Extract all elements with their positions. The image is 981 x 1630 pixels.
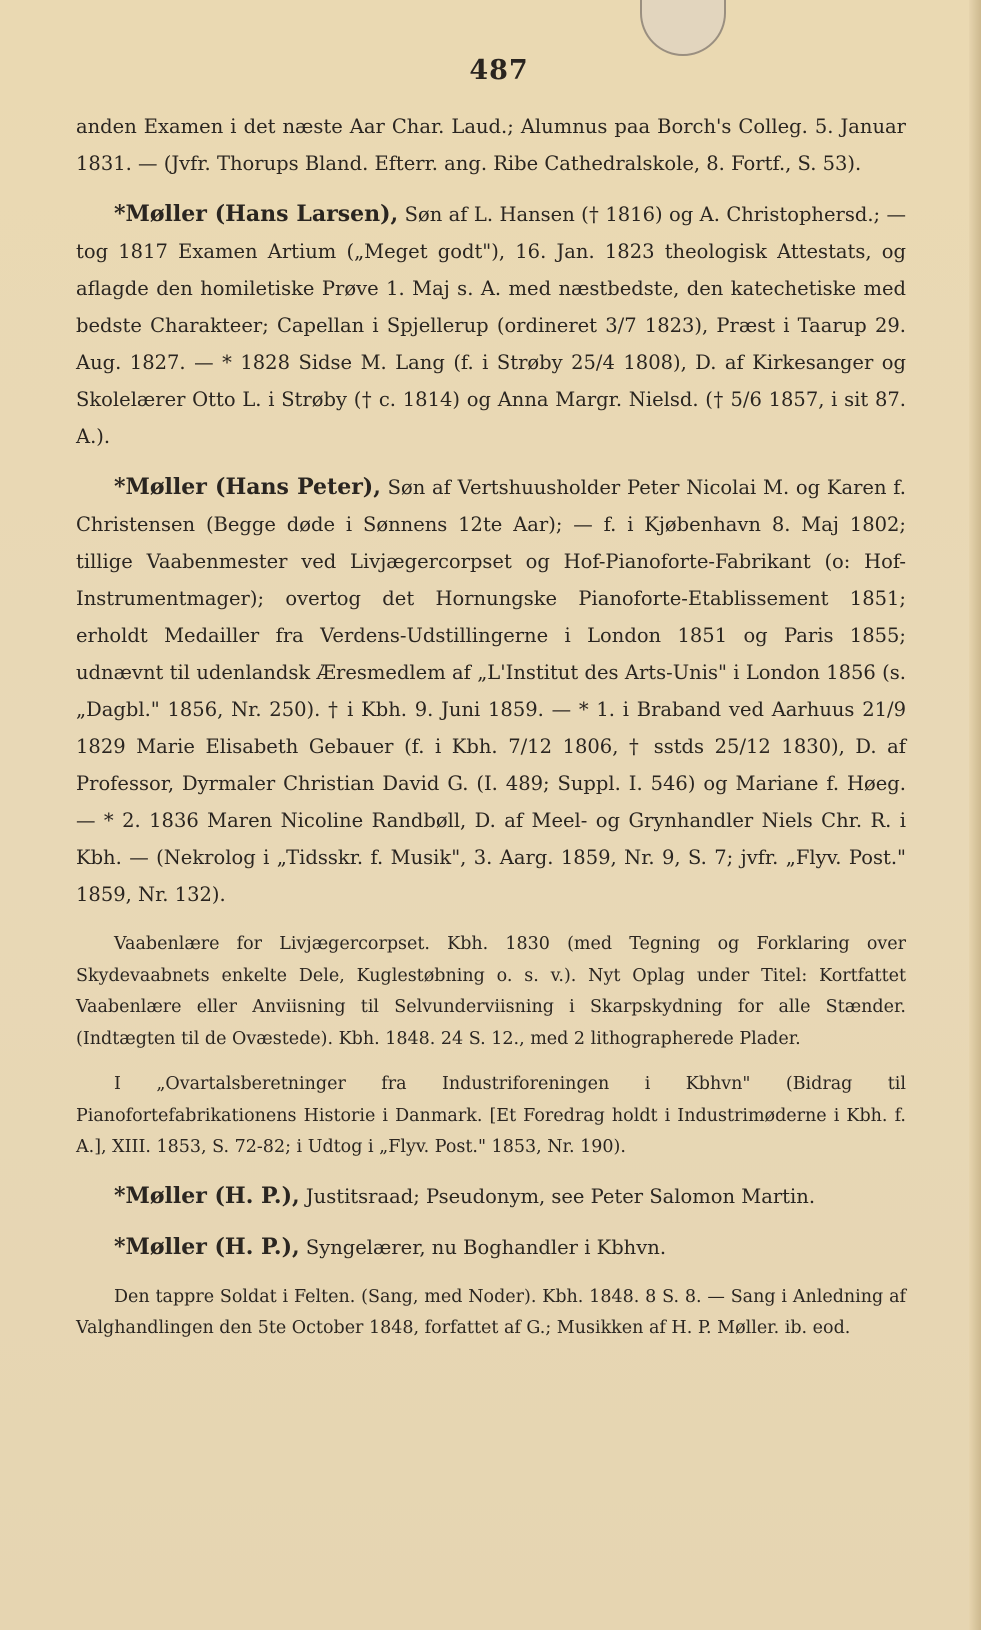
page-number: 487 [469,55,529,86]
entry-headword: *Møller (Hans Larsen), [114,201,399,227]
bibliography-tappre-soldat [76,1282,906,1345]
entry-hans-peter [76,469,906,913]
entry-hans-larsen [76,196,906,455]
page-edge [969,0,981,1630]
entry-hp-justitsraad [76,1178,906,1215]
page-text [76,55,906,1345]
entry-text: Syngelærer, nu Boghandler i Kbhvn. [305,1235,667,1259]
continuation-paragraph [76,108,906,182]
entry-headword: *Møller (H. P.), [114,1182,300,1209]
bibliography-text: Den tappre Soldat i Felten. (Sang, med Noder). Kbh. 1848. 8 S. 8. — Sang i Anledning af Valghandlingen den 5te October 1848, forfattet af G.; Musikken af H. P. Møller. ib. eod. [76,1286,906,1338]
bibliography-kvartalsberetninger [76,1069,906,1164]
bibliography-vaabenlaere [76,929,906,1055]
entry-hp-syngelaerer [76,1229,906,1266]
entry-headword: *Møller (Hans Peter), [114,474,381,500]
entry-text: Justitsraad; Pseudonym, see Peter Salomon Martin. [305,1184,816,1208]
bibliography-text: I „Ovartalsberetninger fra Industriforeningen i Kbhvn" (Bidrag til Pianofortefabrikationens Historie i Danmark. [Et Foredrag holdt i Industrimøderne i Kbh. f. A.], XIII. 1853, S. 72-82; i Udtog i „Flyv. Post." 1853, Nr. 190). [76,1074,906,1157]
entry-headword: *Møller (H. P.), [114,1233,300,1260]
entry-text: Søn af Vertshuusholder Peter Nicolai M. og Karen f. Christensen (Begge døde i Sønnens 12te Aar); — f. i Kjøbenhavn 8. Maj 1802; tillige Vaabenmester ved Livjægercorpset og Hof-Pianoforte-Fabrikant (o: Hof-Instrumentmager); overtog det Hornungske Pianoforte-Etablissement 1851; erholdt Medailler fra Verdens-Udstillingerne i London 1851 og Paris 1855; udnævnt til udenlandsk Æresmedlem af „L'Institut des Arts-Unis" i London 1856 (s. „Dagbl." 1856, Nr. 250). † i Kbh. 9. Juni 1859. — * 1. i Braband ved Aarhuus 21/9 1829 Marie Elisabeth Gebauer (f. i Kbh. 7/12 1806, † sstds 25/12 1830), D. af Professor, Dyrmaler Christian David G. (I. 489; Suppl. I. 546) og Mariane f. Høeg. — * 2. 1836 Maren Nicoline Randbøll, D. af Meel- og Grynhandler Niels Chr. R. i Kbh. — (Nekrolog i „Tidsskr. f. Musik", 3. Aarg. 1859, Nr. 9, S. 7; jvfr. „Flyv. Post." 1859, Nr. 132). [76,476,906,906]
paragraph-text: anden Examen i det næste Aar Char. Laud.; Alumnus paa Borch's Colleg. 5. Januar 1831. — (Jvfr. Thorups Bland. Efterr. ang. Ribe Cathedralskole, 8. Fortf., S. 53). [76,115,906,175]
bibliography-text: Vaabenlære for Livjægercorpset. Kbh. 1830 (med Tegning og Forklaring over Skydevaabnets enkelte Dele, Kuglestøbning o. s. v.). Nyt Oplag under Titel: Kortfattet Vaabenlære eller Anviisning til Selvunderviisning i Skarpskydning for alle Stænder. (Indtægten til de Ovæstede). Kbh. 1848. 24 S. 12., med 2 lithographerede Plader. [76,934,906,1049]
page-tab-decoration [640,0,726,56]
entry-text: Søn af L. Hansen († 1816) og A. Christophersd.; — tog 1817 Examen Artium („Meget godt"), 16. Jan. 1823 theologisk Attestats, og aflagde den homiletiske Prøve 1. Maj s. A. med næstbedste, den katechetiske med bedste Charakteer; Capellan i Spjellerup (ordineret 3/7 1823), Præst i Taarup 29. Aug. 1827. — * 1828 Sidse M. Lang (f. i Strøby 25/4 1808), D. af Kirkesanger og Skolelærer Otto L. i Strøby († c. 1814) og Anna Margr. Nielsd. († 5/6 1857, i sit 87. A.). [76,203,907,448]
